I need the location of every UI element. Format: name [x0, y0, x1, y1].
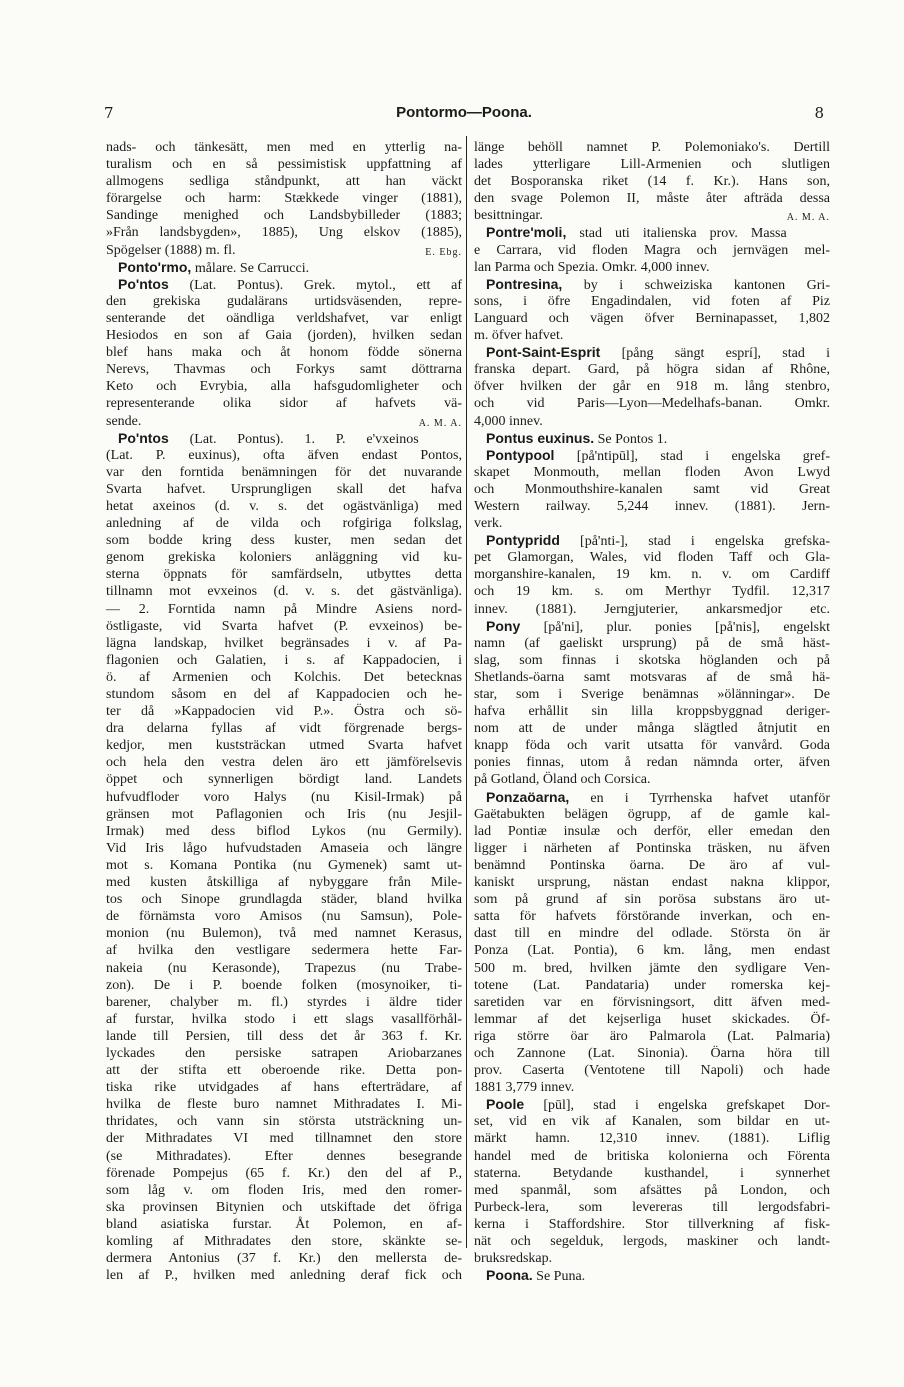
text-line — [474, 977, 830, 994]
text-line — [106, 1233, 462, 1250]
text-line — [474, 1079, 830, 1096]
text-line — [106, 840, 462, 857]
line-text: ter då »Kappadocien vid P.». Östra och sö- — [106, 704, 462, 720]
text-line — [474, 737, 830, 754]
line-text: de förnämsta voro Amisos (nu Samsun), Pole- — [106, 909, 462, 925]
line-text: Irmak) med dess biflod Lykos (nu Germily). — [106, 823, 462, 839]
text-line — [474, 1216, 830, 1233]
line-text: komling af Mithradates den store, skänkte se- — [106, 1234, 462, 1249]
line-text: ligger i närheten af Pontinska träsken, nu äfven — [474, 840, 830, 856]
line-text: turalism och en så pessimistisk uppfattning af — [106, 157, 462, 173]
headword: Ponzaöarna, — [486, 788, 570, 805]
text-line — [474, 857, 830, 874]
entry-first-line — [106, 259, 462, 276]
line-text: hufvudfloder voro Halys (nu Kisil-Irmak) på — [106, 789, 462, 805]
text-line — [106, 1182, 462, 1199]
text-line — [106, 771, 462, 788]
author-signature: A. M. A. — [418, 417, 462, 429]
line-text: saretiden var en förvisningsort, ditt äfven med- — [474, 994, 830, 1010]
line-text: lades ytterligare Lill-Armenien och slutligen — [474, 157, 830, 173]
line-text: Purbeck-lera, som levereras till lergodsfabri- — [474, 1199, 830, 1215]
text-line — [474, 190, 830, 207]
line-text: var den forntida benämningen för det nuvarande — [106, 464, 462, 480]
line-text: och vid Paris—Lyon—Medelhafs-banan. Omkr. — [474, 396, 830, 412]
text-line — [106, 857, 462, 874]
line-text: dast till en mindre del odlade. Största ön är — [474, 926, 830, 942]
text-line — [474, 754, 830, 771]
line-text: Sandinge menighed och Landsbybilleder (1883; — [106, 208, 462, 224]
text-line — [474, 908, 830, 925]
text-line — [474, 310, 830, 327]
line-text: Svarta hafvet. Ursprungligen skall det hafva — [106, 481, 462, 497]
line-text: benämnd Pontinska öarna. De äro af vul- — [474, 857, 830, 873]
text-line — [106, 207, 462, 224]
text-line — [106, 190, 462, 207]
page-header — [104, 104, 824, 124]
line-text: på Gotland, Öland och Corsica. — [474, 772, 651, 788]
line-text: ponies finnas, utom å redan nämnda orter, äfven — [474, 755, 830, 771]
text-line — [474, 583, 830, 600]
line-text: Western railway. 5,244 innev. (1881). Jern- — [474, 498, 830, 514]
text-line — [106, 361, 462, 378]
line-text: nakeia (nu Kerasonde), Trapezus (nu Trabe- — [106, 960, 462, 976]
headword: Po'ntos — [118, 429, 169, 446]
line-text: monion (nu Bulemon), två med namnet Kerasus, — [106, 926, 462, 942]
text-line — [474, 823, 830, 840]
text-line — [106, 1130, 462, 1147]
line-text: [pūl], stad i engelska grefskapet Dor- — [524, 1098, 830, 1114]
line-text: sons, i öfre Engadindalen, vid foten af Piz — [474, 293, 830, 309]
line-text: [på'nti-], stad i engelska grefska- — [559, 534, 830, 550]
headword: Poole — [486, 1096, 525, 1113]
line-text: mot s. Komana Pontika (nu Gymenek) samt ut- — [106, 857, 462, 873]
text-line — [474, 703, 830, 720]
line-text: gränsen mot Paflagonien och Iris (nu Jesjil- — [106, 806, 462, 822]
text-line — [106, 464, 462, 481]
text-line — [474, 173, 830, 190]
text-line — [106, 823, 462, 840]
headword: Pontresina, — [486, 275, 563, 292]
line-text: sterna öppnats för samfärdseln, utbyttes detta — [106, 567, 462, 583]
line-text: Gaëtabukten belägen ögrupp, af de gamle kal- — [474, 806, 830, 822]
line-text: som på grund af sin porösa substans äro ut- — [474, 892, 830, 908]
text-line — [106, 156, 462, 173]
headword: Pony — [486, 617, 521, 634]
line-text: lägna landskap, hvilket begränsades i v. af Pa- — [106, 635, 462, 651]
text-line — [106, 1079, 462, 1096]
text-line — [106, 173, 462, 190]
text-line — [474, 413, 830, 430]
text-line — [106, 1011, 462, 1028]
text-line — [106, 344, 462, 361]
line-text: länge behöll namnet P. Polemoniako's. Dertill — [474, 140, 830, 155]
line-text: Ponza (Lat. Pontia), 6 km. lång, men endast — [474, 943, 830, 959]
text-line — [474, 1045, 830, 1062]
text-line — [106, 413, 462, 430]
line-text: ö. af Armenien och Kolchis. Det betecknas — [106, 669, 462, 685]
line-text: — 2. Forntida namn på Mindre Asiens nord- — [106, 601, 462, 617]
entry-first-line — [474, 789, 830, 806]
text-line — [106, 1199, 462, 1216]
text-line — [106, 1062, 462, 1079]
text-line — [106, 977, 462, 994]
headword: Pontre'moli, — [486, 224, 567, 241]
text-line — [106, 908, 462, 925]
text-line — [474, 1250, 830, 1267]
text-line — [106, 481, 462, 498]
text-line — [106, 498, 462, 515]
text-line — [474, 891, 830, 908]
text-line — [106, 789, 462, 806]
text-line — [474, 925, 830, 942]
line-text: kedjor, men kuststräckan utmed Svarta hafvet — [106, 738, 462, 754]
line-text: målare. Se Carrucci. — [191, 260, 310, 276]
text-line — [106, 515, 462, 532]
text-line — [106, 566, 462, 583]
text-line — [106, 532, 462, 549]
line-text: [på'ni], plur. ponies [på'nis], engelskt — [520, 619, 830, 635]
line-text: det Bosporanska riket (14 f. Kr.). Hans son, — [474, 174, 830, 190]
line-text: pet Glamorgan, Wales, vid floden Taff och Gla- — [474, 550, 830, 566]
text-line — [106, 1267, 462, 1284]
entry-first-line — [474, 1096, 830, 1113]
line-text: Shetlands-öarna samt motsvaras af de små hä- — [474, 669, 830, 685]
line-text: franska depart. Gard, på högra sidan af Rhône, — [474, 362, 830, 378]
line-text: och hela den vestra delen äro ett jämförelsevis — [106, 755, 462, 771]
headword: Poona. — [486, 1267, 533, 1284]
line-text: Keto och Evrybia, alla hafsgudomligheter och — [106, 379, 462, 395]
entry-first-line — [474, 224, 830, 241]
text-line — [474, 635, 830, 652]
text-line — [106, 447, 462, 464]
text-line — [474, 942, 830, 959]
line-text: set, vid en vik af Kanalen, som bildar en ut- — [474, 1114, 830, 1130]
line-text: af hvilka den vestligare sedermera hette Far- — [106, 943, 462, 959]
text-line — [474, 806, 830, 823]
line-text: med kusten åtskilliga af nybyggare från Mile- — [106, 875, 462, 891]
text-line — [474, 515, 830, 532]
line-text: 4,000 innev. — [474, 413, 543, 429]
line-text: Nerevs, Thavmas och Forkys samt döttrarna — [106, 362, 462, 378]
line-text: flagonien och Galatien, i s. af Kappadocien, i — [106, 652, 462, 668]
text-line — [106, 737, 462, 754]
line-text: Se Pontos 1. — [594, 431, 668, 447]
line-text: den svage Polemon II, måste åter afträda dessa — [474, 191, 830, 207]
text-line — [474, 242, 830, 259]
line-text: Hesiodos en son af Gaia (jorden), hvilken sedan — [106, 328, 462, 344]
line-text: genom grekiska koloniers anläggning vid ku- — [106, 550, 462, 566]
line-text: thridates, och vann sin största utsträckning un- — [106, 1114, 462, 1130]
text-line — [474, 566, 830, 583]
line-text: bland asiatiska furstar. Åt Polemon, en af- — [106, 1216, 462, 1232]
text-line — [474, 1233, 830, 1250]
text-line — [474, 139, 830, 156]
line-text: stundom såsom en del af Kappadocien och he- — [106, 687, 462, 702]
text-line — [474, 1148, 830, 1165]
text-line — [106, 1096, 462, 1113]
line-text: besittningar. — [474, 208, 543, 224]
text-line — [106, 669, 462, 686]
page-number-left: 7 — [104, 104, 114, 122]
text-line — [106, 224, 462, 241]
text-line — [106, 583, 462, 600]
line-text: stad uti italienska prov. Massa — [566, 226, 787, 242]
text-line — [474, 669, 830, 686]
line-text: m. öfver hafvet. — [474, 328, 564, 344]
line-text: hetat axeinos (d. v. s. det ogästvänliga) med — [106, 498, 462, 514]
line-text: knapp föda och varit utsatta för vanvård. Goda — [474, 738, 830, 754]
line-text: tiska rike utvidgades af hans efterträdare, af — [106, 1080, 462, 1096]
text-line — [474, 293, 830, 310]
text-line — [106, 874, 462, 891]
line-text: star, som i Sverige benämnas »ölänningar». De — [474, 687, 830, 702]
text-line — [474, 378, 830, 395]
line-text: Languard och vägen öfver Berninapasset, 1,802 — [474, 310, 830, 326]
text-line — [474, 207, 830, 224]
line-text: och Zannone (Lat. Sinonia). Öarna höra till — [474, 1045, 830, 1061]
line-text: nads- och tänkesätt, men med en ytterlig na- — [106, 140, 462, 155]
text-line — [106, 720, 462, 737]
running-title: Pontormo—Poona. — [396, 104, 532, 121]
text-line — [474, 361, 830, 378]
line-text: lyckades den persiske satrapen Ariobarzanes — [106, 1045, 462, 1061]
text-line — [474, 1182, 830, 1199]
line-text: zon). De i P. boende folken (mosynoiker, ti- — [106, 977, 462, 993]
left-column — [106, 139, 462, 1284]
text-line — [106, 1216, 462, 1233]
line-text: e Carrara, vid floden Magra och jernvägen mel- — [474, 242, 830, 258]
text-line — [474, 259, 830, 276]
line-text: öfver hvilken der går en 918 m. lång stenbro, — [474, 379, 830, 395]
text-line — [474, 874, 830, 891]
line-text: som låg v. om floden Iris, med den romer- — [106, 1182, 462, 1198]
entry-first-line — [106, 430, 462, 447]
text-line — [106, 703, 462, 720]
line-text: bruksredskap. — [474, 1251, 553, 1267]
line-text: [pång sängt esprí], stad i — [600, 346, 830, 362]
text-line — [106, 1250, 462, 1267]
line-text: lemmar af det kejserliga huset skickades. Öf- — [474, 1011, 830, 1027]
line-text: tillnamn mot evxeinos (d. v. s. det gästvänliga). — [106, 584, 462, 600]
line-text: hvilka de fleste buro namnet Mithradates I. Mi- — [106, 1097, 462, 1113]
text-line — [474, 960, 830, 977]
text-line — [106, 652, 462, 669]
headword: Ponto'rmo, — [118, 258, 192, 275]
text-line — [106, 395, 462, 412]
line-text: förenade Pompejus (65 f. Kr.) den del af P., — [106, 1165, 462, 1181]
line-text: lan Parma och Spezia. Omkr. 4,000 innev. — [474, 259, 710, 275]
line-text: satta för hafvets förstörande inverkan, och en- — [474, 909, 830, 925]
line-text: slag, som finnas i skotska höglanden och på — [474, 652, 830, 668]
text-line — [106, 139, 462, 156]
line-text: som bodde kring dess kuster, men sedan det — [106, 533, 462, 549]
line-text: öppet och synnerligen bördigt land. Landets — [106, 772, 462, 788]
text-line — [106, 806, 462, 823]
line-text: handel med de britiska kolonierna och Förenta — [474, 1148, 830, 1164]
line-text: kerna i Staffordshire. Stor tillverkning af fisk- — [474, 1216, 830, 1232]
line-text: anledning af de vilda och rofgiriga folkslag, — [106, 516, 462, 532]
text-line — [474, 498, 830, 515]
headword: Po'ntos — [118, 275, 169, 292]
line-text: lad Pontiæ insulæ och derför, eller emedan den — [474, 823, 830, 839]
right-column — [474, 139, 830, 1284]
line-text: by i schweiziska kantonen Gri- — [562, 277, 830, 293]
text-line — [106, 293, 462, 310]
line-text: dermera Antonius (37 f. Kr.) den mellersta de- — [106, 1251, 462, 1267]
headword: Pontypridd — [486, 532, 560, 549]
entry-first-line — [474, 447, 830, 464]
text-line — [106, 1148, 462, 1165]
text-line — [474, 1165, 830, 1182]
line-text: staterna. Betydande kusthandel, i synnerhet — [474, 1165, 830, 1181]
line-text: skapet Monmouth, mellan floden Avon Lwyd — [474, 464, 830, 480]
entry-first-line — [106, 276, 462, 293]
line-text: prov. Caserta (Ventotene till Napoli) och hade — [474, 1063, 830, 1079]
line-text: och Monmouthshire-kanalen samt vid Great — [474, 481, 830, 497]
line-text: (Lat. Pontus). Grek. mytol., ett af — [168, 277, 462, 293]
line-text: 500 m. bred, hvilken jämte den sydligare Ven- — [474, 960, 830, 976]
text-line — [474, 652, 830, 669]
line-text: barener, chalyber m. fl.) styrdes i äldre tider — [106, 994, 462, 1010]
text-line — [474, 771, 830, 788]
text-line — [474, 1062, 830, 1079]
line-text: riga större öar äro Palmarola (Lat. Palmaria) — [474, 1028, 830, 1044]
entry-first-line — [474, 618, 830, 635]
text-line — [106, 601, 462, 618]
line-text: förargelse och harm: Stækkede vinger (1881), — [106, 191, 462, 207]
text-line — [106, 942, 462, 959]
text-line — [106, 891, 462, 908]
text-line — [106, 686, 462, 703]
text-line — [474, 327, 830, 344]
text-line — [106, 1028, 462, 1045]
headword: Pont-Saint-Esprit — [486, 344, 601, 361]
text-line — [474, 1028, 830, 1045]
line-text: (se Mithradates). Efter dennes besegrande — [106, 1148, 462, 1164]
entry-first-line — [474, 532, 830, 549]
line-text: »Från landsbygden», 1885), Ung elskov (1885), — [106, 225, 462, 241]
text-line — [474, 1113, 830, 1130]
line-text: den grekiska gudalärans urtidsväsenden, repre- — [106, 293, 462, 309]
line-text: morganshire-kanalen, 19 km. n. v. om Cardiff — [474, 567, 830, 583]
line-text: representerande olika sidor af hafvets vä- — [106, 396, 462, 412]
text-line — [474, 840, 830, 857]
entry-first-line — [474, 344, 830, 361]
entry-first-line — [474, 1267, 830, 1284]
line-text: allmogens sedliga ståndpunkt, att han väckt — [106, 174, 462, 190]
author-signature: A. M. A. — [786, 212, 830, 224]
page-number-right: 8 — [814, 104, 824, 122]
text-line — [474, 601, 830, 618]
line-text: totene (Lat. Pandataria) under romerska kej- — [474, 977, 830, 993]
line-text: en i Tyrrhenska hafvet utanför — [569, 790, 830, 806]
headword: Pontus euxinus. — [486, 429, 595, 446]
text-line — [106, 242, 462, 259]
line-text: ska provinsen Bitynien och utskiftade det öfriga — [106, 1199, 462, 1215]
text-line — [474, 686, 830, 703]
line-text: len af P., hvilken med anledning deraf fick och — [106, 1268, 462, 1284]
line-text: märkt hamn. 12,310 innev. (1881). Liflig — [474, 1131, 830, 1147]
line-text: nät och segelduk, lergods, maskiner och landt- — [474, 1234, 830, 1249]
line-text: blef hans maka och åt honom födde sönerna — [106, 345, 462, 361]
line-text: (Lat. Pontus). 1. P. e'vxeinos — [168, 431, 419, 447]
line-text: (Lat. P. euxinus), ofta äfven endast Pontos, — [106, 447, 462, 463]
entry-first-line — [474, 276, 830, 293]
text-line — [106, 635, 462, 652]
text-line — [106, 994, 462, 1011]
line-text: af furstar, hvilka stodo i ett slags vasallförhål- — [106, 1011, 462, 1027]
text-line — [106, 960, 462, 977]
text-line — [474, 1199, 830, 1216]
line-text: Vid Iris lågo hufvudstaden Amaseia och längre — [106, 840, 462, 856]
line-text: 1881 3,779 innev. — [474, 1080, 575, 1096]
line-text: innev. (1881). Jerngjuterier, ankarsmedjor etc. — [474, 601, 830, 617]
line-text: hafva erhållit sin lilla kroppsbyggnad deriger- — [474, 704, 830, 720]
line-text: kaniskt ursprung, nästan endast nakna klippor, — [474, 875, 830, 891]
text-line — [474, 549, 830, 566]
line-text: [på'ntipūl], stad i engelska gref- — [554, 448, 830, 464]
line-text: Se Puna. — [532, 1269, 586, 1285]
line-text: och 19 km. s. om Merthyr Tydfil. 12,317 — [474, 584, 830, 600]
author-signature: E. Ebg. — [425, 246, 462, 258]
headword: Pontypool — [486, 446, 555, 463]
line-text: östligaste, vid Svarta hafvet (P. evxeinos) be- — [106, 618, 462, 634]
line-text: med spanmål, som afsättes på London, och — [474, 1182, 830, 1198]
text-line — [106, 618, 462, 635]
text-line — [106, 925, 462, 942]
line-text: tos och Sinope grundlagda städer, bland hvilka — [106, 892, 462, 908]
line-text: senterande det oändliga verldshafvet, var enligt — [106, 310, 462, 326]
text-line — [106, 1165, 462, 1182]
line-text: sende. — [106, 413, 142, 429]
text-line — [474, 481, 830, 498]
text-line — [474, 1011, 830, 1028]
text-line — [474, 156, 830, 173]
line-text: nom att de under många slägtled åtnjutit en — [474, 721, 830, 737]
text-line — [474, 395, 830, 412]
text-line — [474, 720, 830, 737]
text-line — [474, 1130, 830, 1147]
text-line — [106, 310, 462, 327]
line-text: verk. — [474, 516, 503, 532]
column-divider — [466, 136, 467, 1248]
text-line — [106, 1113, 462, 1130]
text-line — [474, 464, 830, 481]
line-text: der Mithradates VI med tillnamnet den store — [106, 1131, 462, 1147]
text-line — [106, 754, 462, 771]
entry-first-line — [474, 430, 830, 447]
line-text: att der stifta ett oberoende rike. Detta pon- — [106, 1063, 462, 1079]
text-line — [474, 994, 830, 1011]
line-text: Spögelser (1888) m. fl. — [106, 242, 236, 258]
text-line — [106, 378, 462, 395]
line-text: lande till Persien, till dess det år 363 f. Kr. — [106, 1028, 462, 1044]
line-text: dra delarna fyllas af vidt förgrenade bergs- — [106, 721, 462, 737]
text-line — [106, 327, 462, 344]
text-line — [106, 549, 462, 566]
line-text: namn (af gaeliskt ursprung) på de små häst- — [474, 635, 830, 651]
text-line — [106, 1045, 462, 1062]
